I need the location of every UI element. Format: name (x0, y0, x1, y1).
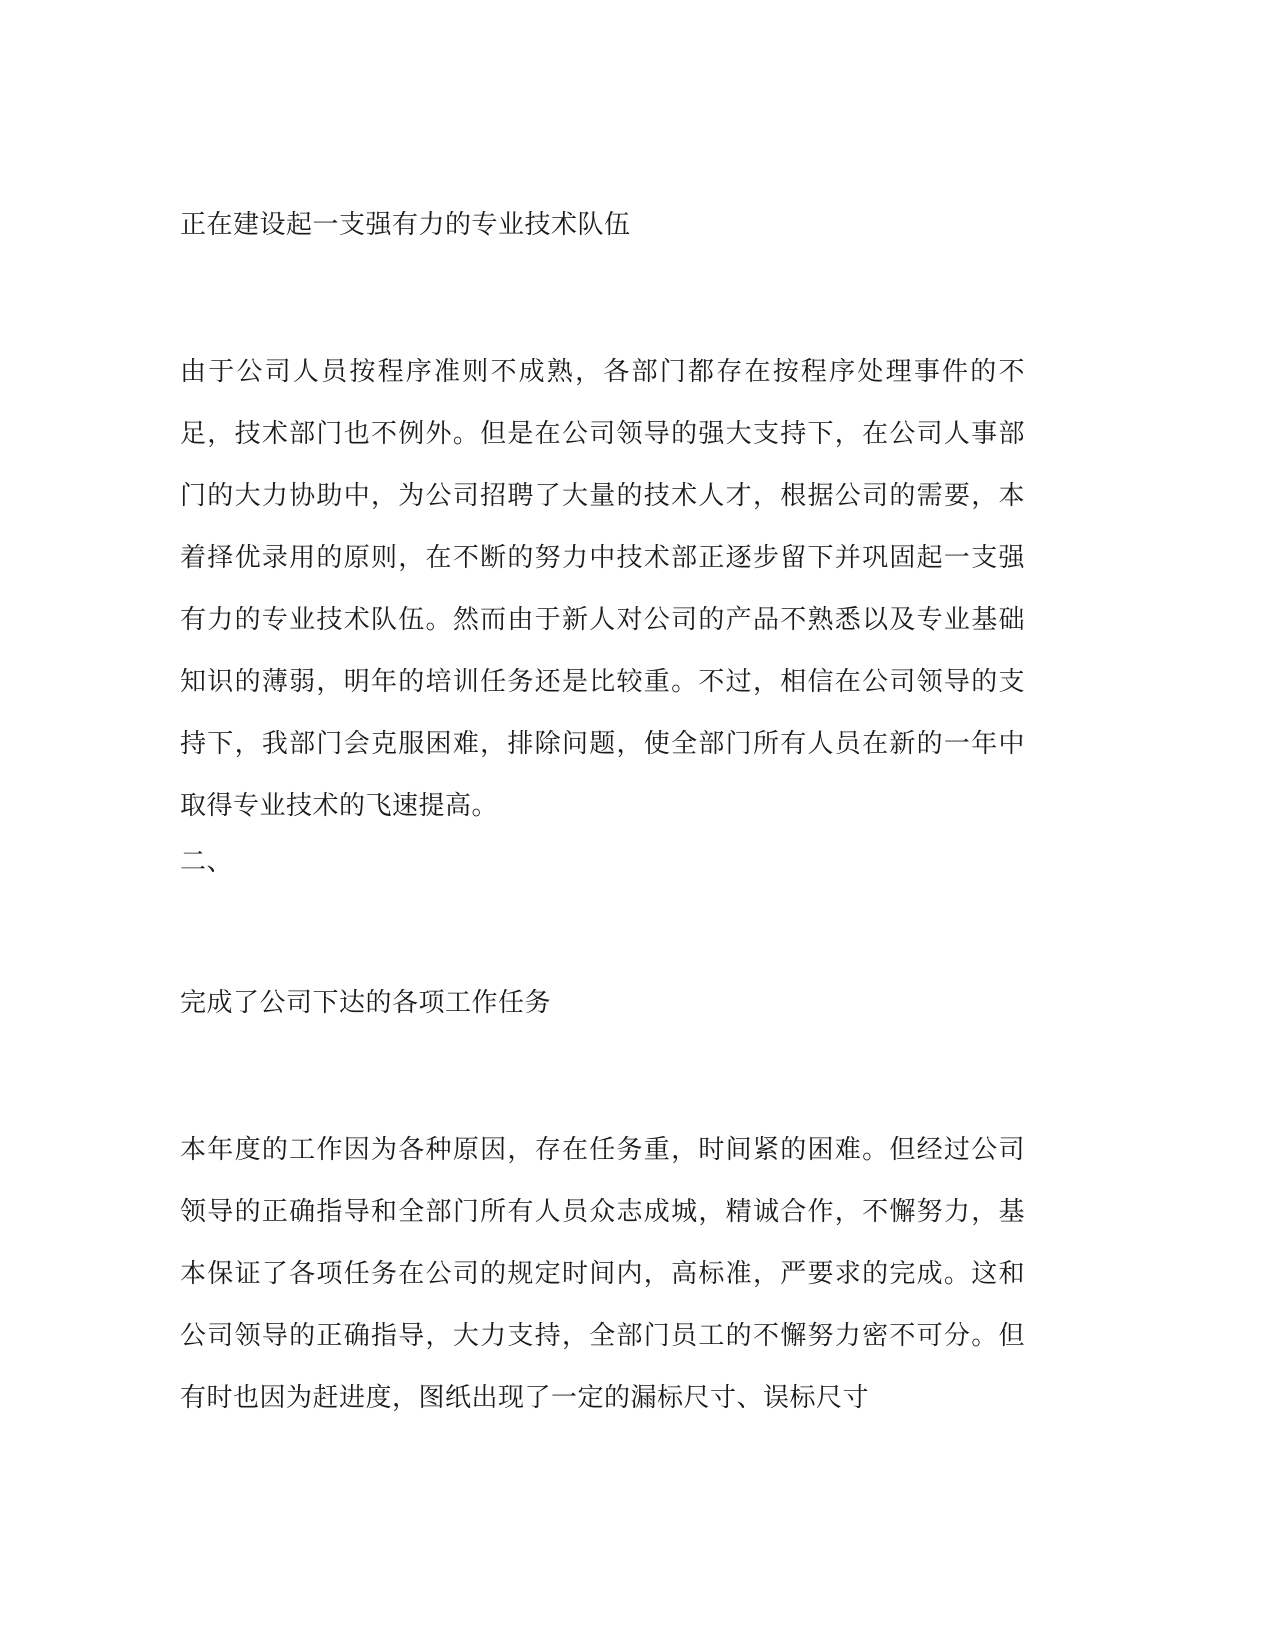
paragraph-spacer (180, 1023, 1025, 1119)
document-body (180, 205, 1025, 1429)
paragraph-spacer (180, 245, 1025, 341)
section-heading-one: 正在建设起一支强有力的专业技术队伍 (180, 210, 631, 239)
paragraph-spacer (180, 887, 1025, 983)
paragraph-one: 由于公司人员按程序准则不成熟，各部门都存在按程序处理事件的不足，技术部门也不例外。但是在公司领导的强大支持下，在公司人事部门的大力协助中，为公司招聘了大量的技术人才，根据公司的需要，本着择优录用的原则，在不断的努力中技术部正逐步留下并巩固起一支强有力的专业技术队伍。然而由于新人对公司的产品不熟悉以及专业基础知识的薄弱，明年的培训任务还是比较重。不过，相信在公司领导的支持下，我部门会克服困难，排除问题，使全部门所有人员在新的一年中取得专业技术的飞速提高。 (180, 357, 1025, 820)
paragraph-two: 本年度的工作因为各种原因，存在任务重，时间紧的困难。但经过公司领导的正确指导和全部门所有人员众志成城，精诚合作，不懈努力，基本保证了各项任务在公司的规定时间内，高标准，严要求的完成。这和公司领导的正确指导，大力支持，全部门员工的不懈努力密不可分。但有时也因为赶进度，图纸出现了一定的漏标尺寸、误标尺寸 (180, 1135, 1025, 1412)
section-heading-two: 完成了公司下达的各项工作任务 (180, 988, 552, 1017)
section-number-two: 二、 (180, 847, 234, 876)
